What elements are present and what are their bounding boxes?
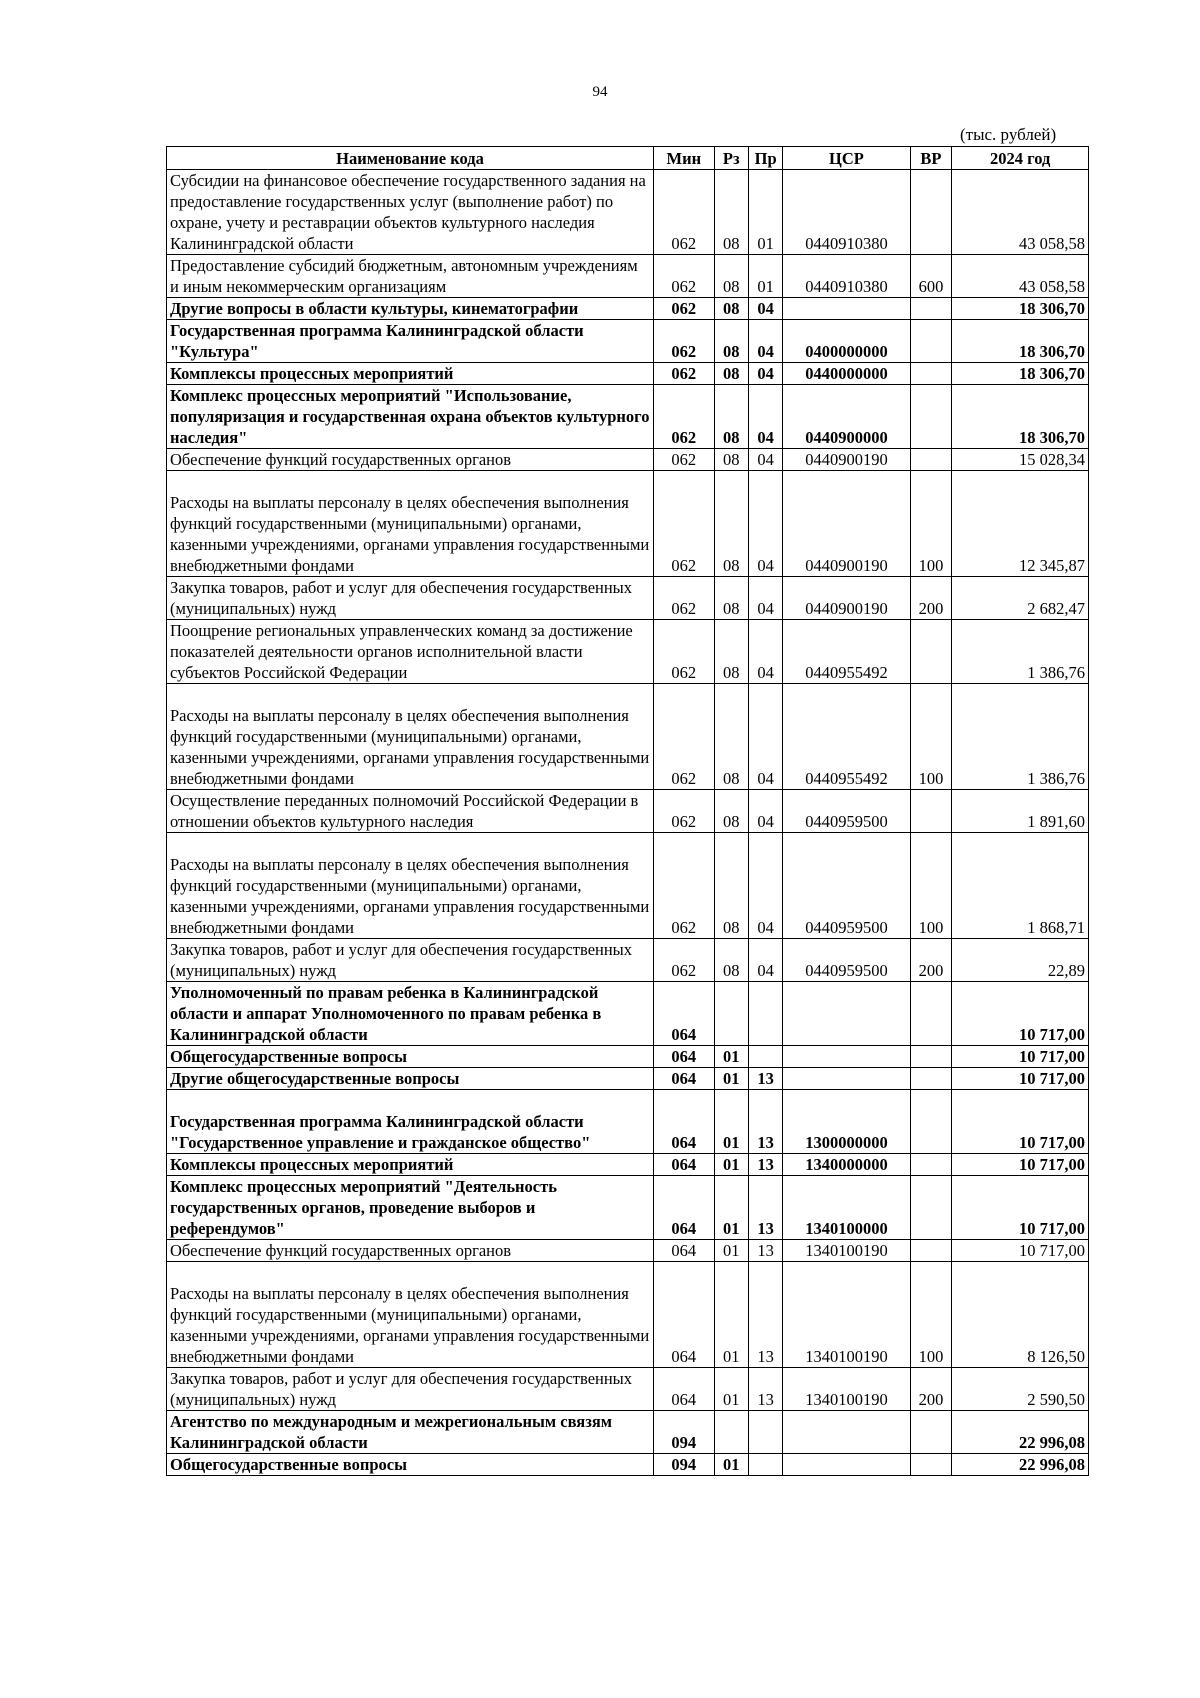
cell-csr: 0440900190 xyxy=(783,471,910,577)
cell-amount: 15 028,34 xyxy=(952,449,1089,471)
budget-table xyxy=(166,146,1089,1476)
cell-csr xyxy=(783,298,910,320)
header-row xyxy=(167,147,1089,170)
cell-name: Другие общегосударственные вопросы xyxy=(167,1068,654,1090)
cell-amount: 10 717,00 xyxy=(952,1240,1089,1262)
cell-pr: 04 xyxy=(748,939,782,982)
table-row xyxy=(167,320,1089,363)
cell-vr xyxy=(910,620,952,684)
cell-min: 094 xyxy=(654,1454,714,1476)
cell-name: Закупка товаров, работ и услуг для обеспечения государственных (муниципальных) нужд xyxy=(167,1368,654,1411)
cell-vr xyxy=(910,449,952,471)
table-row xyxy=(167,363,1089,385)
cell-amount: 18 306,70 xyxy=(952,320,1089,363)
cell-rz: 08 xyxy=(714,298,748,320)
cell-name: Комплекс процессных мероприятий "Деятельность государственных органов, проведение выборов и референдумов" xyxy=(167,1176,654,1240)
table-row xyxy=(167,449,1089,471)
cell-rz xyxy=(714,1411,748,1454)
cell-name: Субсидии на финансовое обеспечение государственного задания на предоставление государственных услуг (выполнение работ) по охране, учету и реставрации объектов культурного наследия Калининградской области xyxy=(167,170,654,255)
cell-min: 094 xyxy=(654,1411,714,1454)
cell-vr: 200 xyxy=(910,1368,952,1411)
cell-csr xyxy=(783,1068,910,1090)
cell-min: 064 xyxy=(654,1176,714,1240)
table-row xyxy=(167,1240,1089,1262)
cell-min: 062 xyxy=(654,790,714,833)
cell-amount: 10 717,00 xyxy=(952,982,1089,1046)
cell-min: 064 xyxy=(654,1262,714,1368)
cell-name: Государственная программа Калининградской области "Культура" xyxy=(167,320,654,363)
header-csr: ЦСР xyxy=(783,147,910,170)
cell-rz: 08 xyxy=(714,577,748,620)
cell-csr: 0440910380 xyxy=(783,170,910,255)
cell-vr xyxy=(910,1240,952,1262)
cell-pr: 13 xyxy=(748,1090,782,1154)
cell-pr: 04 xyxy=(748,449,782,471)
table-body xyxy=(167,170,1089,1476)
cell-rz: 01 xyxy=(714,1368,748,1411)
cell-name: Обеспечение функций государственных органов xyxy=(167,449,654,471)
cell-pr: 01 xyxy=(748,170,782,255)
cell-csr xyxy=(783,1454,910,1476)
cell-vr xyxy=(910,385,952,449)
header-year: 2024 год xyxy=(952,147,1089,170)
cell-csr: 0440910380 xyxy=(783,255,910,298)
cell-pr: 04 xyxy=(748,471,782,577)
cell-min: 064 xyxy=(654,1368,714,1411)
cell-min: 064 xyxy=(654,1046,714,1068)
cell-min: 062 xyxy=(654,170,714,255)
cell-pr: 04 xyxy=(748,577,782,620)
cell-csr: 1340100190 xyxy=(783,1368,910,1411)
cell-name: Расходы на выплаты персоналу в целях обеспечения выполнения функций государственными (муниципальными) органами, казенными учреждениями, органами управления государственными внебюджетными фондами xyxy=(167,833,654,939)
page-number: 94 xyxy=(592,84,608,100)
cell-csr: 0440900190 xyxy=(783,449,910,471)
table-row xyxy=(167,1262,1089,1368)
cell-amount: 43 058,58 xyxy=(952,255,1089,298)
header-rz: Рз xyxy=(714,147,748,170)
cell-name: Государственная программа Калининградской области "Государственное управление и гражданское общество" xyxy=(167,1090,654,1154)
cell-csr xyxy=(783,1046,910,1068)
cell-name: Поощрение региональных управленческих команд за достижение показателей деятельности органов исполнительной власти субъектов Российской Федерации xyxy=(167,620,654,684)
cell-rz: 01 xyxy=(714,1454,748,1476)
cell-vr xyxy=(910,1046,952,1068)
cell-amount: 1 386,76 xyxy=(952,684,1089,790)
table-row xyxy=(167,790,1089,833)
table-row xyxy=(167,385,1089,449)
cell-rz: 08 xyxy=(714,790,748,833)
cell-csr: 0440900190 xyxy=(783,577,910,620)
cell-amount: 18 306,70 xyxy=(952,298,1089,320)
cell-rz xyxy=(714,982,748,1046)
cell-amount: 10 717,00 xyxy=(952,1090,1089,1154)
cell-amount: 12 345,87 xyxy=(952,471,1089,577)
cell-amount: 1 868,71 xyxy=(952,833,1089,939)
cell-vr: 200 xyxy=(910,939,952,982)
cell-amount: 8 126,50 xyxy=(952,1262,1089,1368)
cell-pr: 04 xyxy=(748,833,782,939)
cell-amount: 1 891,60 xyxy=(952,790,1089,833)
cell-amount: 1 386,76 xyxy=(952,620,1089,684)
cell-amount: 10 717,00 xyxy=(952,1176,1089,1240)
cell-min: 062 xyxy=(654,471,714,577)
cell-min: 062 xyxy=(654,255,714,298)
table-row xyxy=(167,833,1089,939)
cell-name: Агентство по международным и межрегиональным связям Калининградской области xyxy=(167,1411,654,1454)
cell-pr: 01 xyxy=(748,255,782,298)
table-row xyxy=(167,620,1089,684)
cell-vr xyxy=(910,1411,952,1454)
cell-pr xyxy=(748,1411,782,1454)
cell-min: 062 xyxy=(654,298,714,320)
cell-csr: 1300000000 xyxy=(783,1090,910,1154)
cell-vr: 100 xyxy=(910,1262,952,1368)
cell-amount: 10 717,00 xyxy=(952,1068,1089,1090)
cell-rz: 08 xyxy=(714,471,748,577)
cell-rz: 08 xyxy=(714,255,748,298)
cell-name: Расходы на выплаты персоналу в целях обеспечения выполнения функций государственными (муниципальными) органами, казенными учреждениями, органами управления государственными внебюджетными фондами xyxy=(167,471,654,577)
table-row xyxy=(167,1154,1089,1176)
cell-vr: 600 xyxy=(910,255,952,298)
cell-min: 062 xyxy=(654,833,714,939)
cell-rz: 08 xyxy=(714,833,748,939)
cell-min: 062 xyxy=(654,363,714,385)
cell-pr xyxy=(748,1454,782,1476)
cell-rz: 08 xyxy=(714,449,748,471)
cell-pr: 13 xyxy=(748,1240,782,1262)
cell-vr: 100 xyxy=(910,684,952,790)
cell-pr: 13 xyxy=(748,1176,782,1240)
cell-rz: 08 xyxy=(714,320,748,363)
cell-csr: 1340000000 xyxy=(783,1154,910,1176)
cell-vr xyxy=(910,170,952,255)
cell-pr: 04 xyxy=(748,385,782,449)
cell-min: 064 xyxy=(654,1068,714,1090)
cell-vr xyxy=(910,1176,952,1240)
cell-pr: 04 xyxy=(748,790,782,833)
cell-vr: 200 xyxy=(910,577,952,620)
cell-rz: 01 xyxy=(714,1046,748,1068)
table-row xyxy=(167,577,1089,620)
cell-name: Расходы на выплаты персоналу в целях обеспечения выполнения функций государственными (муниципальными) органами, казенными учреждениями, органами управления государственными внебюджетными фондами xyxy=(167,684,654,790)
cell-name: Другие вопросы в области культуры, кинематографии xyxy=(167,298,654,320)
cell-rz: 01 xyxy=(714,1068,748,1090)
cell-min: 064 xyxy=(654,1090,714,1154)
cell-rz: 08 xyxy=(714,939,748,982)
cell-min: 062 xyxy=(654,320,714,363)
cell-name: Уполномоченный по правам ребенка в Калининградской области и аппарат Уполномоченного по правам ребенка в Калининградской области xyxy=(167,982,654,1046)
cell-pr: 13 xyxy=(748,1068,782,1090)
cell-vr xyxy=(910,1090,952,1154)
table-row xyxy=(167,471,1089,577)
cell-pr: 04 xyxy=(748,620,782,684)
cell-amount: 43 058,58 xyxy=(952,170,1089,255)
header-min: Мин xyxy=(654,147,714,170)
cell-name: Общегосударственные вопросы xyxy=(167,1454,654,1476)
cell-csr: 0440959500 xyxy=(783,790,910,833)
cell-csr: 0440900000 xyxy=(783,385,910,449)
cell-csr: 0400000000 xyxy=(783,320,910,363)
cell-name: Комплекс процессных мероприятий "Использование, популяризация и государственная охрана объектов культурного наследия" xyxy=(167,385,654,449)
cell-rz: 08 xyxy=(714,620,748,684)
header-pr: Пр xyxy=(748,147,782,170)
cell-vr xyxy=(910,790,952,833)
cell-csr: 0440000000 xyxy=(783,363,910,385)
table-row xyxy=(167,1068,1089,1090)
cell-pr: 04 xyxy=(748,684,782,790)
cell-csr: 0440959500 xyxy=(783,833,910,939)
header-name: Наименование кода xyxy=(167,147,654,170)
cell-csr xyxy=(783,1411,910,1454)
cell-csr: 0440955492 xyxy=(783,684,910,790)
cell-csr: 1340100000 xyxy=(783,1176,910,1240)
cell-amount: 2 682,47 xyxy=(952,577,1089,620)
cell-min: 062 xyxy=(654,385,714,449)
cell-amount: 22 996,08 xyxy=(952,1411,1089,1454)
cell-pr: 13 xyxy=(748,1262,782,1368)
cell-name: Комплексы процессных мероприятий xyxy=(167,363,654,385)
cell-rz: 08 xyxy=(714,385,748,449)
cell-min: 064 xyxy=(654,1240,714,1262)
cell-rz: 01 xyxy=(714,1240,748,1262)
cell-rz: 01 xyxy=(714,1176,748,1240)
cell-min: 062 xyxy=(654,449,714,471)
cell-vr xyxy=(910,1068,952,1090)
cell-vr xyxy=(910,320,952,363)
cell-vr xyxy=(910,298,952,320)
cell-csr: 1340100190 xyxy=(783,1240,910,1262)
cell-vr xyxy=(910,982,952,1046)
cell-min: 062 xyxy=(654,684,714,790)
cell-amount: 2 590,50 xyxy=(952,1368,1089,1411)
cell-name: Закупка товаров, работ и услуг для обеспечения государственных (муниципальных) нужд xyxy=(167,939,654,982)
cell-rz: 01 xyxy=(714,1090,748,1154)
table-row xyxy=(167,1411,1089,1454)
cell-amount: 18 306,70 xyxy=(952,363,1089,385)
cell-min: 064 xyxy=(654,1154,714,1176)
cell-min: 062 xyxy=(654,939,714,982)
cell-rz: 08 xyxy=(714,363,748,385)
cell-min: 062 xyxy=(654,620,714,684)
table-row xyxy=(167,1176,1089,1240)
table-row xyxy=(167,982,1089,1046)
cell-amount: 22 996,08 xyxy=(952,1454,1089,1476)
cell-name: Обеспечение функций государственных органов xyxy=(167,1240,654,1262)
cell-vr xyxy=(910,1154,952,1176)
cell-csr xyxy=(783,982,910,1046)
table-row xyxy=(167,255,1089,298)
cell-name: Осуществление переданных полномочий Российской Федерации в отношении объектов культурного наследия xyxy=(167,790,654,833)
cell-name: Расходы на выплаты персоналу в целях обеспечения выполнения функций государственными (муниципальными) органами, казенными учреждениями, органами управления государственными внебюджетными фондами xyxy=(167,1262,654,1368)
table-row xyxy=(167,170,1089,255)
cell-csr: 0440959500 xyxy=(783,939,910,982)
cell-csr: 1340100190 xyxy=(783,1262,910,1368)
table-row xyxy=(167,1090,1089,1154)
units-label: (тыс. рублей) xyxy=(960,125,1057,144)
cell-pr: 13 xyxy=(748,1368,782,1411)
cell-csr: 0440955492 xyxy=(783,620,910,684)
cell-name: Комплексы процессных мероприятий xyxy=(167,1154,654,1176)
cell-amount: 22,89 xyxy=(952,939,1089,982)
cell-name: Общегосударственные вопросы xyxy=(167,1046,654,1068)
cell-vr xyxy=(910,1454,952,1476)
cell-pr: 04 xyxy=(748,320,782,363)
cell-name: Закупка товаров, работ и услуг для обеспечения государственных (муниципальных) нужд xyxy=(167,577,654,620)
cell-amount: 10 717,00 xyxy=(952,1046,1089,1068)
cell-pr: 13 xyxy=(748,1154,782,1176)
cell-rz: 08 xyxy=(714,170,748,255)
cell-name: Предоставление субсидий бюджетным, автономным учреждениям и иным некоммерческим организациям xyxy=(167,255,654,298)
cell-pr xyxy=(748,1046,782,1068)
cell-vr: 100 xyxy=(910,471,952,577)
table-row xyxy=(167,1046,1089,1068)
cell-rz: 01 xyxy=(714,1262,748,1368)
header-vr: ВР xyxy=(910,147,952,170)
table-row xyxy=(167,939,1089,982)
table-row xyxy=(167,298,1089,320)
cell-min: 062 xyxy=(654,577,714,620)
cell-amount: 10 717,00 xyxy=(952,1154,1089,1176)
table-row xyxy=(167,1368,1089,1411)
table-row xyxy=(167,1454,1089,1476)
table-row xyxy=(167,684,1089,790)
cell-amount: 18 306,70 xyxy=(952,385,1089,449)
cell-rz: 01 xyxy=(714,1154,748,1176)
cell-vr xyxy=(910,363,952,385)
cell-pr xyxy=(748,982,782,1046)
cell-pr: 04 xyxy=(748,363,782,385)
cell-min: 064 xyxy=(654,982,714,1046)
cell-vr: 100 xyxy=(910,833,952,939)
cell-pr: 04 xyxy=(748,298,782,320)
cell-rz: 08 xyxy=(714,684,748,790)
